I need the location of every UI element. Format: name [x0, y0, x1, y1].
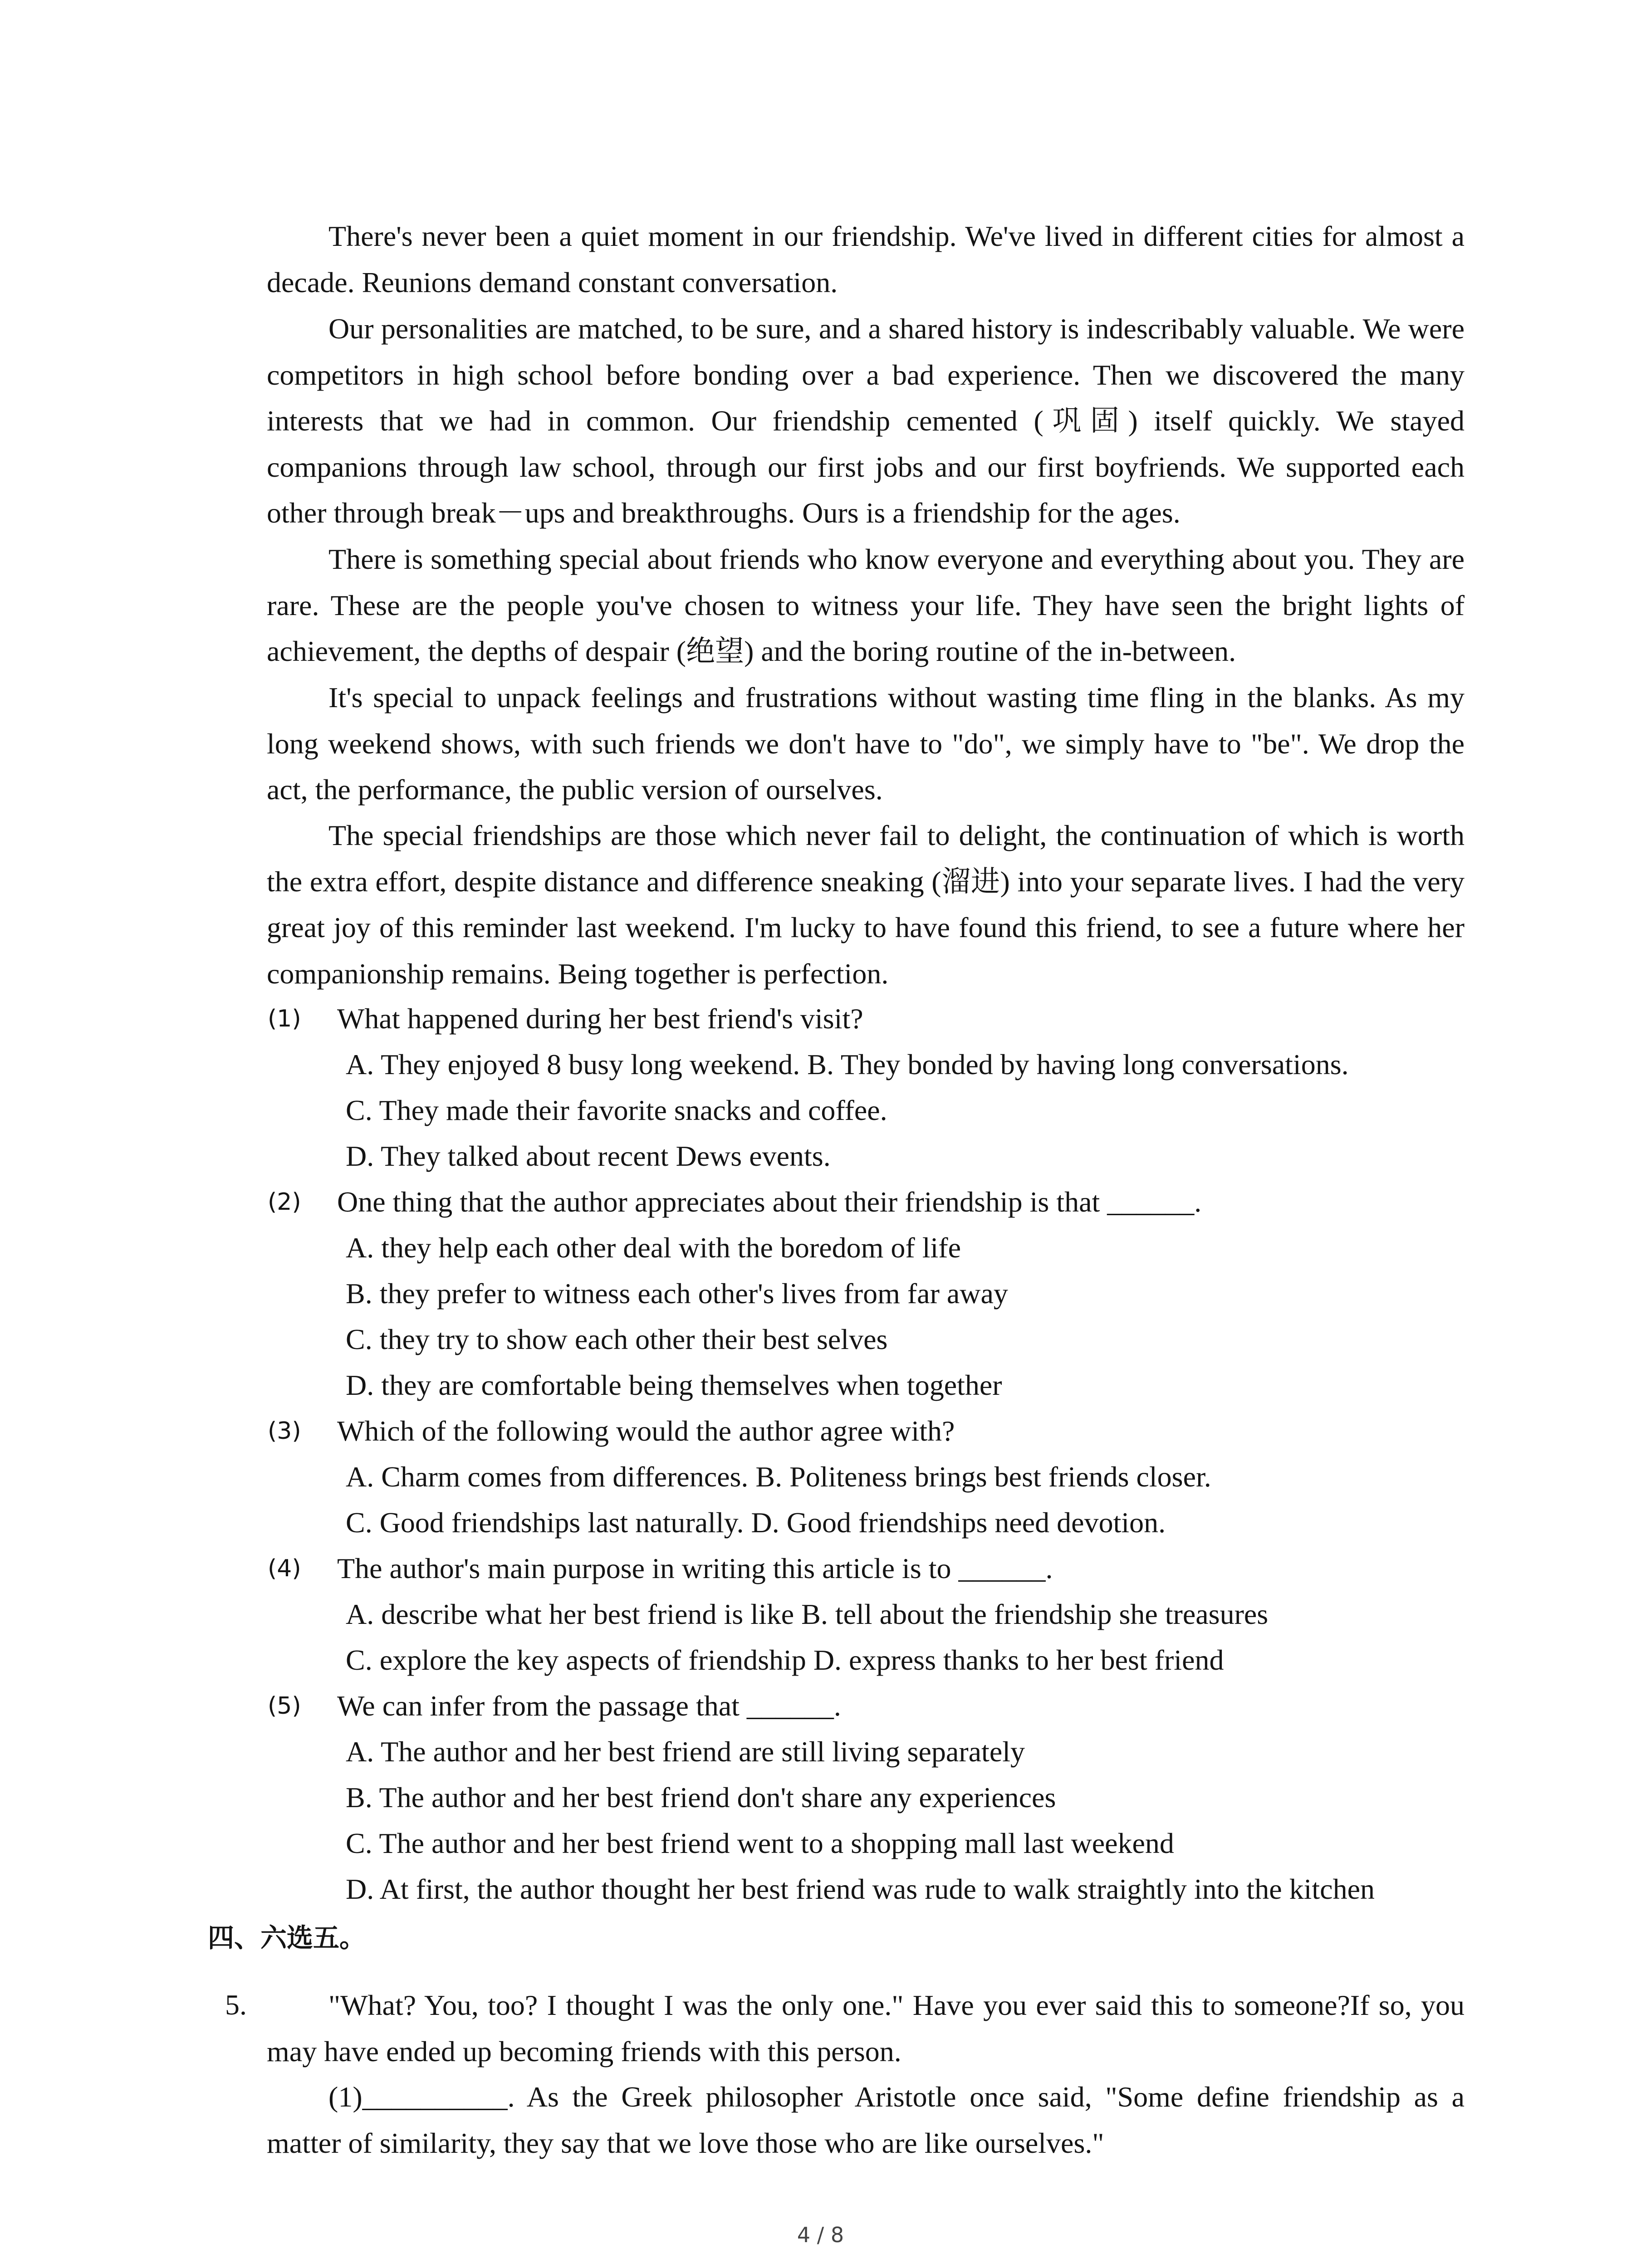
- item-paragraph-2: (1)__________. As the Greek philosopher Aristotle once said, "Some define friendship as a matter of similarity, they say that we love those who are like ourselves.": [267, 2081, 1465, 2159]
- question-text: The author's main purpose in writing this article is to ______.: [337, 1552, 1053, 1584]
- passage-paragraph-5: The special friendships are those which never fail to delight, the continuation of which is worth the extra effort, despite distance and difference sneaking (溜进) into your separate lives. I had the very great joy of this reminder last weekend. I'm lucky to have found this friend, to see a future where her companionship remains. Being together is perfection.: [267, 819, 1465, 990]
- answer-option: A. The author and her best friend are still living separately: [346, 1735, 1025, 1768]
- answer-option: D. They talked about recent Dews events.: [346, 1140, 831, 1172]
- question-number: (4): [268, 1555, 301, 1582]
- answer-option: B. they prefer to witness each other's lives from far away: [346, 1277, 1008, 1310]
- passage-paragraph-2: Our personalities are matched, to be sure, and a shared history is indescribably valuable. We were competitors in high school before bonding over a bad experience. Then we discovered the many interests that we had in common. Our friendship cemented (巩固) itself quickly. We stayed companions through law school, through our first jobs and our first boyfriends. We supported each other through break－ups and breakthroughs. Ours is a friendship for the ages.: [267, 313, 1465, 529]
- item-number: 5.: [225, 1989, 247, 2021]
- question-text: What happened during her best friend's visit?: [337, 1002, 863, 1035]
- answer-option: A. they help each other deal with the boredom of life: [346, 1232, 961, 1264]
- answer-option: C. explore the key aspects of friendship D. express thanks to her best friend: [346, 1644, 1224, 1676]
- question-number: (2): [268, 1188, 301, 1216]
- question-number: (5): [268, 1692, 301, 1720]
- question-number: (1): [268, 1005, 301, 1032]
- answer-option: C. they try to show each other their best selves: [346, 1323, 888, 1355]
- answer-option: C. The author and her best friend went to a shopping mall last weekend: [346, 1827, 1174, 1859]
- answer-option: A. Charm comes from differences. B. Politeness brings best friends closer.: [346, 1461, 1211, 1493]
- section-heading: 四、六选五。: [208, 1922, 366, 1953]
- answer-option: A. describe what her best friend is like B. tell about the friendship she treasures: [346, 1598, 1269, 1630]
- answer-option: D. At first, the author thought her best friend was rude to walk straightly into the kitchen: [346, 1873, 1375, 1905]
- answer-option: C. They made their favorite snacks and coffee.: [346, 1094, 887, 1126]
- question-text: We can infer from the passage that ______.: [337, 1690, 841, 1722]
- item-paragraph-1: "What? You, too? I thought I was the only one." Have you ever said this to someone?If so, you may have ended up becoming friends with this person.: [267, 1989, 1465, 2068]
- question-number: (3): [268, 1418, 301, 1445]
- answer-option: D. they are comfortable being themselves when together: [346, 1369, 1002, 1401]
- passage-paragraph-1: There's never been a quiet moment in our friendship. We've lived in different cities for almost a decade. Reunions demand constant conversation.: [267, 220, 1465, 298]
- passage-paragraph-3: There is something special about friends who know everyone and everything about you. They are rare. These are the people you've chosen to witness your life. They have seen the bright lights of achievement, the depths of despair (绝望) and the boring routine of the in-between.: [267, 543, 1465, 667]
- page-number: 4 / 8: [797, 2223, 844, 2247]
- question-text: Which of the following would the author agree with?: [337, 1415, 955, 1447]
- question-text: One thing that the author appreciates about their friendship is that ______.: [337, 1186, 1202, 1218]
- answer-option: A. They enjoyed 8 busy long weekend. B. They bonded by having long conversations.: [346, 1048, 1349, 1080]
- answer-option: C. Good friendships last naturally. D. Good friendships need devotion.: [346, 1506, 1166, 1539]
- passage-paragraph-4: It's special to unpack feelings and frustrations without wasting time fling in the blanks. As my long weekend shows, with such friends we don't have to "do", we simply have to "be". We drop the act, the performance, the public version of ourselves.: [267, 681, 1465, 806]
- answer-option: B. The author and her best friend don't share any experiences: [346, 1781, 1056, 1813]
